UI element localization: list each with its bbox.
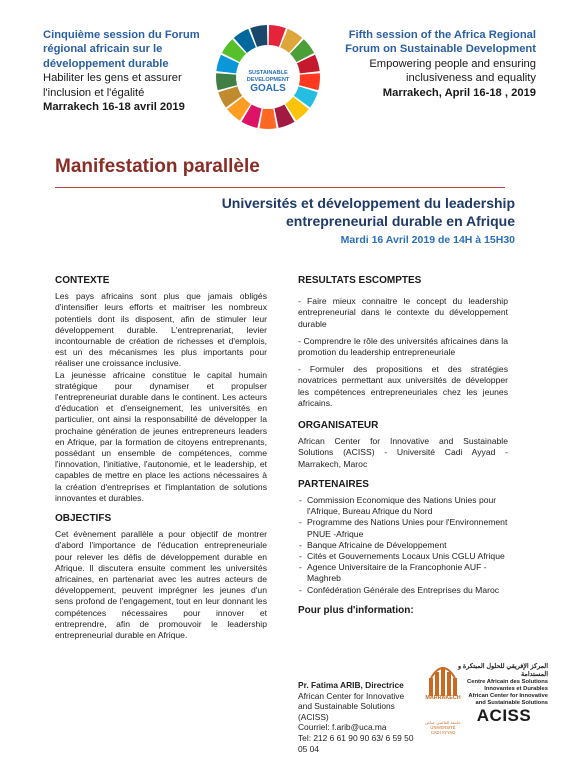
sdg-wheel-logo <box>209 22 327 132</box>
contexte-heading: CONTEXTE <box>55 275 110 286</box>
aciss-arabic-name: المركز الإفريقي للحلول المبتكرة و المستدامة <box>458 663 548 678</box>
organisateur-text: African Center for Innovative and Sustainable Solutions (ACISS) - Université Cadi Ayyad - Marrakech, Maroc <box>298 436 508 469</box>
header-french <box>43 28 233 114</box>
sdg-line2: DEVELOPMENT <box>246 77 290 83</box>
header-en-line1: Fifth session of the Africa Regional <box>348 29 536 41</box>
resultats-heading: RESULTATS ESCOMPTES <box>298 275 422 286</box>
contact-name: Pr. Fatima ARIB, Directrice <box>298 680 404 690</box>
partenaires-heading: PARTENAIRES <box>298 478 369 490</box>
partenaire-item: - Banque Africaine de Développement <box>298 540 508 551</box>
aciss-logo-text: ACISS <box>476 706 532 725</box>
header-english <box>318 28 536 100</box>
contexte-paragraph-2: La jeunesse africaine constitue le capital humain stratégique pour dynamiser et propulser l'entrepreneuriat durable dans le continent. Les acteurs d'éducation et d'enseignement, les universités en particulier, ont ainsi la responsabilité de développer la prochaine génération de jeunes entrepreneurs leaders en Afrique, par la formation de citoyens entreprenants, possédant un ensemble de compétences, comme l'innovation, l'initiative, l'autonomie, et le leadership, et capables de mettre en place les actions nécessaires à la création d'entreprises et l'implantation de solutions innovantes et durables. <box>55 369 267 503</box>
header-fr-line3: développement durable <box>43 57 169 70</box>
header-en-line4: inclusiveness and equality <box>406 72 536 85</box>
partenaire-item: - Programme des Nations Unies pour l'Environnement PNUE -Afrique <box>298 517 508 539</box>
objectifs-paragraph: Cet évènement parallèle a pour objectif de montrer d'abord l'importance de l'éducation entrepreneuriale pour relever les défis de développement durable en Afrique. Il discutera ensuite comment les universités africaines, en partenariat avec les autres acteurs de développement, peuvent imprégner les jeunes d'un sens profond de l'engagement, tout en leur donnant les compétences nécessaires pour innover et entreprendre, afin de promouvoir le leadership entrepreneurial durable en Afrique. <box>55 529 267 641</box>
aciss-en-line1: African Center for Innovative <box>468 693 548 699</box>
contact-org: African Center for Innovative and Sustainable Solutions (ACISS) <box>298 690 405 722</box>
objectifs-heading: OBJECTIFS <box>55 513 112 525</box>
partenaire-item: - Agence Universitaire de la Francophonie AUF - Maghreb <box>298 562 508 584</box>
header-fr-line2: régional africain sur le <box>43 43 163 56</box>
contact-heading: Pour plus d'information: <box>298 604 414 616</box>
event-title-line1: Universités et développement du leadership <box>221 195 515 211</box>
aciss-fr-line1: Centre Africain des Solutions <box>467 679 548 685</box>
contact-phone: Tel: 212 6 61 90 90 63/ 6 59 50 05 04 <box>298 732 414 754</box>
partenaire-item: - Confédération Générale des Entreprises du Maroc <box>298 585 508 596</box>
header-en-line5: Marrakech, April 16-18 , 2019 <box>382 86 536 99</box>
header-fr-line5: l'inclusion et l'égalité <box>43 86 145 99</box>
header-en-line3: Empowering people and ensuring <box>369 57 536 70</box>
resultat-item: - Formuler des propositions et des stratégies novatrices permettant aux universités de développer les compétences entrepreneuriales chez les jeunes africains. <box>298 364 508 408</box>
contact-block <box>298 680 418 754</box>
aciss-city: MARRAKECH <box>425 695 461 701</box>
title-divider <box>55 187 505 188</box>
contexte-paragraph-1: Les pays africains sont plus que jamais obligés d'intensifier leurs efforts et maitriser les nombreux potentiels dont ils disposent, afin de stimuler leur développement durable. L'entreprenariat, levier incontournable de création de richesses et d'emplois, est un des mécanismes les plus importants pour réaliser une croissance inclusive. <box>55 291 267 369</box>
aciss-french-name <box>458 679 548 693</box>
resultat-item: - Comprendre le rôle des universités africaines dans la promotion du leadership entrepreneuriale <box>298 335 508 358</box>
partenaires-list <box>298 495 508 596</box>
aciss-en-line2: and Sustainable Solutions <box>475 700 548 706</box>
header-fr-line1: Cinquième session du Forum <box>43 29 200 41</box>
aciss-university: جامعة القاضي عياض UNIVERSITÉ CADI AYYAD <box>425 720 461 735</box>
contact-email: Courriel: f.arib@uca.ma <box>298 722 387 733</box>
resultat-item: - Faire mieux connaitre le concept du leadership entrepreneurial dans le contexte du développement durable <box>298 296 508 329</box>
event-date: Mardi 16 Avril 2019 de 14H à 15H30 <box>340 234 515 246</box>
header-fr-line6: Marrakech 16-18 avril 2019 <box>43 101 185 114</box>
right-column <box>298 275 508 621</box>
page-title: Manifestation parallèle <box>55 156 260 177</box>
partenaire-item: - Commission Economique des Nations Unies pour l'Afrique, Bureau Afrique du Nord <box>298 495 508 517</box>
aciss-english-name <box>458 693 548 707</box>
aciss-fr-line2: Innovantes et Durables <box>484 686 548 692</box>
header-fr-line4: Habiliter les gens et assurer <box>43 72 182 85</box>
left-column <box>55 275 267 641</box>
sdg-line1: SUSTAINABLE <box>248 70 288 76</box>
organisateur-heading: ORGANISATEUR <box>298 420 379 432</box>
event-title-line2: entrepreneurial durable en Afrique <box>286 213 515 229</box>
event-title <box>180 194 515 230</box>
sdg-line3: GOALS <box>250 83 286 94</box>
header-en-line2: Forum on Sustainable Development <box>345 43 536 56</box>
partenaire-item: - Cités et Gouvernements Locaux Unis CGLU Afrique <box>298 551 508 562</box>
sdg-wheel-segment <box>259 109 276 129</box>
